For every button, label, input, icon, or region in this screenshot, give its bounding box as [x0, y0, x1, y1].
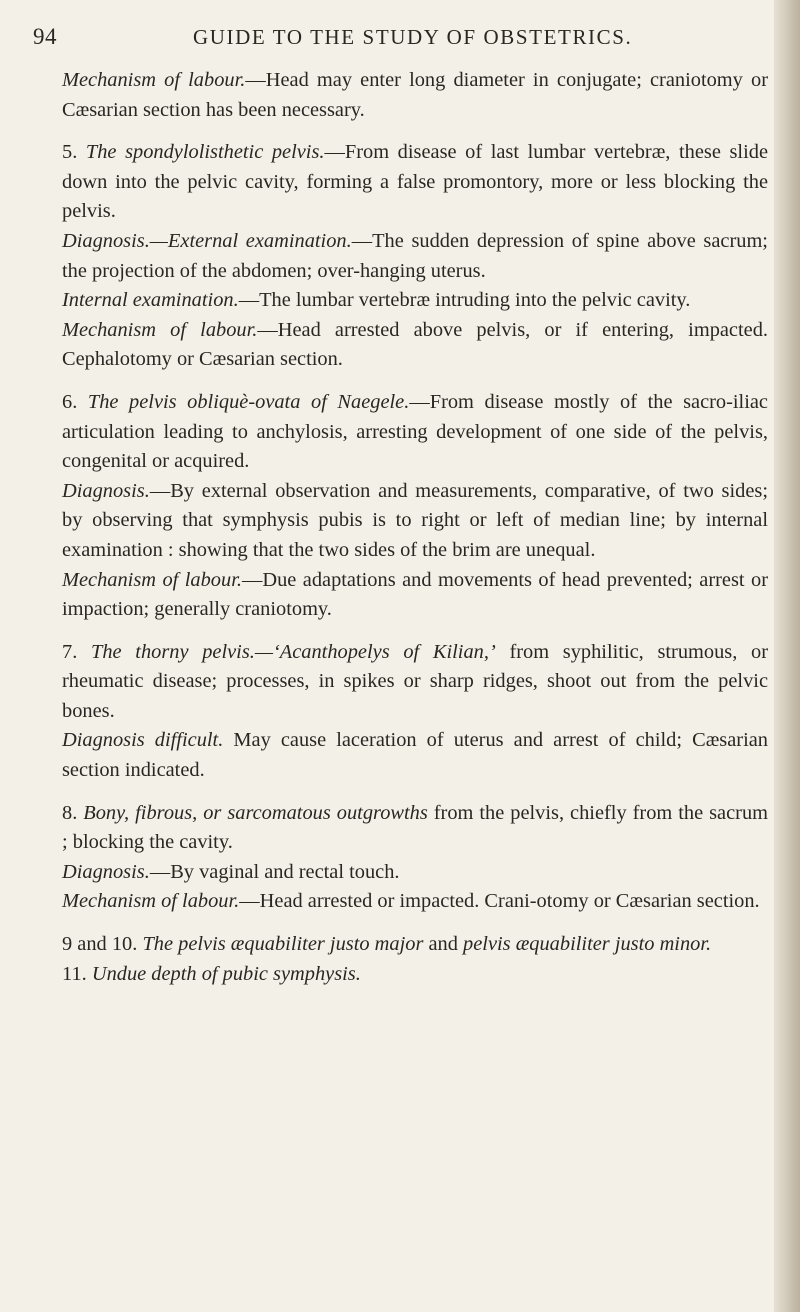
section-intro: —From disease mostly of the sacro-iliac articulation leading to anchylosis, arresting development of one side of the pelvis, congenital or acquired. — [62, 390, 768, 473]
section-9-10 — [62, 930, 768, 989]
running-title: GUIDE TO THE STUDY OF OBSTETRICS. — [193, 25, 633, 49]
sub-paragraph — [62, 286, 768, 316]
sub-lead: Diagnosis.—External examination. — [62, 229, 352, 252]
section-number: 5. — [62, 141, 78, 164]
section-heading-paragraph — [62, 799, 768, 858]
section-intro: from the pelvis, chiefly from the sacrum ; blocking the cavity. — [62, 801, 768, 854]
sub-paragraph — [62, 858, 768, 888]
sub-text: —The lumbar vertebræ intruding into the pelvic cavity. — [238, 289, 691, 312]
sub-text: —Head arrested or impacted. Crani-otomy or Cæsarian section. — [239, 890, 760, 913]
section-7 — [62, 638, 768, 786]
sub-paragraph — [62, 887, 768, 917]
sub-paragraph — [62, 726, 768, 785]
page-header — [33, 24, 773, 60]
sub-lead: Diagnosis. — [62, 479, 150, 502]
section-title: The thorny pelvis.—‘Acanthopelys of Kilian,’ — [91, 640, 496, 663]
continuation-text: —Head may enter long diameter in conjugate; craniotomy or Cæsarian section has been necessary. — [62, 69, 768, 121]
section-heading-paragraph — [62, 388, 768, 477]
section-number: 8. — [62, 801, 78, 824]
continuation-paragraph — [62, 66, 768, 125]
section-intro: from syphilitic, strumous, or rheumatic disease; processes, in spikes or sharp ridges, shoot out from the pelvic bones. — [62, 640, 768, 722]
sub-text: —Head arrested above pelvis, or if entering, impacted. Cephalotomy or Cæsarian section. — [62, 318, 768, 371]
section-title: Bony, fibrous, or sarcomatous outgrowths — [83, 801, 428, 824]
section-8 — [62, 799, 768, 917]
continuation-lead: Mechanism of labour. — [62, 69, 246, 91]
item-9-10-paragraph — [62, 930, 768, 960]
item-number: 11. — [62, 962, 87, 985]
section-heading-paragraph — [62, 638, 768, 727]
sub-text: —By external observation and measurements, comparative, of two sides; by observing that symphysis pubis is to right or left of median line; by internal examination : showing that the two sides of the brim are unequal. — [62, 479, 768, 561]
sub-paragraph — [62, 566, 768, 625]
sub-paragraph — [62, 316, 768, 375]
item-number: 9 and 10. — [62, 933, 138, 956]
item-title: The pelvis æquabiliter justo major — [142, 933, 424, 956]
sub-lead: Diagnosis difficult. — [62, 729, 224, 752]
section-number: 7. — [62, 640, 78, 663]
sub-text: —Due adaptations and movements of head prevented; arrest or impaction; generally craniotomy. — [62, 568, 768, 621]
page-number: 94 — [33, 24, 57, 49]
sub-lead: Mechanism of labour. — [62, 890, 240, 913]
sub-text: —By vaginal and rectal touch. — [149, 860, 400, 883]
section-title: The spondylolisthetic pelvis. — [85, 141, 325, 164]
sub-lead: Mechanism of labour. — [62, 568, 242, 591]
section-intro: —From disease of last lumbar vertebræ, these slide down into the pelvic cavity, forming a false promontory, more or less blocking the pelvis. — [62, 141, 768, 223]
item-title: pelvis æquabiliter justo minor. — [463, 933, 712, 956]
section-number: 6. — [62, 390, 78, 413]
sub-paragraph — [62, 227, 768, 286]
item-conjunction: and — [423, 933, 464, 956]
sub-lead: Internal examination. — [62, 289, 239, 312]
sub-text: May cause laceration of uterus and arrest of child; Cæsarian section indicated. — [62, 729, 768, 782]
body-text — [62, 66, 768, 989]
item-11-paragraph — [62, 960, 768, 990]
sub-text: —The sudden depression of spine above sacrum; the projection of the abdomen; over-hanging uterus. — [62, 229, 768, 282]
section-5 — [62, 138, 768, 375]
sub-lead: Diagnosis. — [62, 860, 150, 883]
section-heading-paragraph — [62, 138, 768, 227]
sub-paragraph — [62, 477, 768, 566]
section-title: The pelvis obliquè-ovata of Naegele. — [87, 390, 410, 413]
sub-lead: Mechanism of labour. — [62, 318, 258, 341]
section-6 — [62, 388, 768, 625]
item-title: Undue depth of pubic symphysis. — [91, 962, 361, 985]
